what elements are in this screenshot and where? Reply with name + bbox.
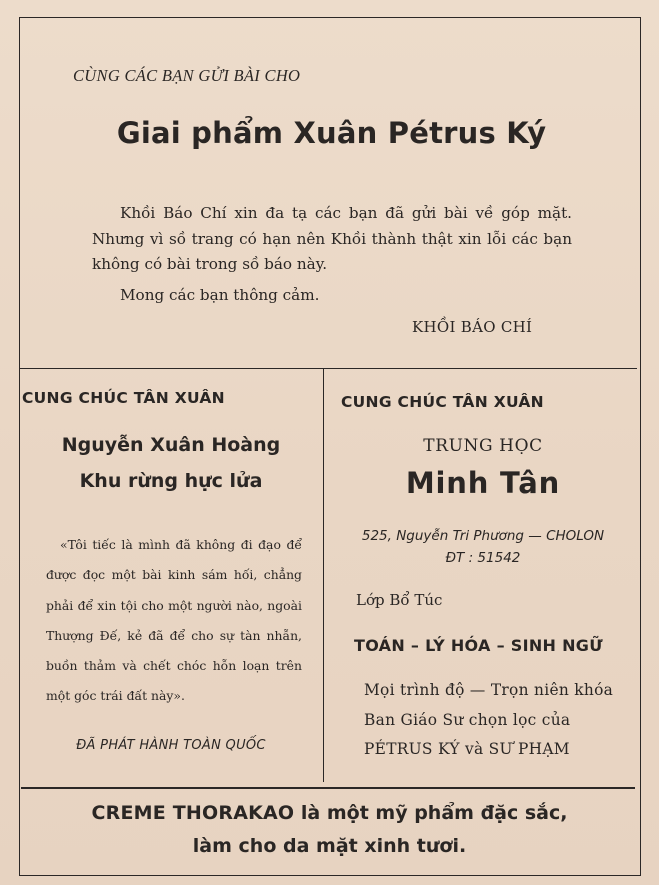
cosmetic-ad-line-1 — [0, 802, 659, 824]
book-quote-text: «Tôi tiếc là mình đã không đi đạo để được đọc một bài kinh sám hối, chẳng phải để xin tội cho một người nào, ngoài Thượng Đế, kẻ đã để cho sự tàn nhẫn, buồn thảm và chết chóc hỗn loạn trên một góc trái đất này». — [46, 537, 302, 704]
school-address: 525, Nguyễn Tri Phương — CHOLON — [361, 528, 605, 544]
notice-paragraph: Khồi Báo Chí xin đa tạ các bạn đã gửi bài về góp mặt. Nhưng vì sồ trang có hạn nên Khồi thành thật xin lỗi các bạn không có bài trong sồ báo này. — [92, 204, 572, 273]
cosmetic-ad-line-2: làm cho da mặt xinh tươi. — [192, 835, 467, 857]
notice-title-text: Giai phẩm Xuân Pétrus Ký — [116, 116, 547, 150]
notice-closing: Mong các bạn thông cảm. — [120, 286, 320, 304]
notice-kicker: CÙNG CÁC BẠN GỬI BÀI CHO — [73, 66, 301, 85]
school-subjects: TOÁN – LÝ HÓA – SINH NGỮ — [354, 636, 603, 655]
divider-bottom-section — [21, 787, 635, 789]
school-phone: ĐT : 51542 — [445, 550, 521, 566]
divider-columns — [323, 368, 324, 782]
divider-top-section — [19, 368, 637, 369]
book-ad-kicker: CUNG CHÚC TÂN XUÂN — [22, 389, 225, 407]
school-line-teachers: Ban Giáo Sư chọn lọc của — [364, 711, 571, 729]
school-ad-kicker: CUNG CHÚC TÂN XUÂN — [341, 393, 544, 411]
book-title: Khu rừng hực lửa — [79, 470, 263, 492]
cosmetic-ad-line-1-text: là một mỹ phẩm đặc sắc, — [294, 802, 568, 824]
notice-title — [0, 116, 659, 150]
school-line-origins: PÉTRUS KÝ và SƯ PHẠM — [364, 740, 570, 758]
book-quote — [46, 530, 302, 712]
school-line-levels: Mọi trình độ — Trọn niên khóa — [364, 681, 614, 699]
cosmetic-brand: CREME THORAKAO — [91, 802, 295, 824]
notice-signature: KHỒI BÁO CHÍ — [412, 318, 533, 336]
book-author: Nguyễn Xuân Hoàng — [61, 434, 281, 456]
school-type: TRUNG HỌC — [423, 436, 543, 456]
school-name: Minh Tân — [405, 466, 561, 500]
book-release-note: ĐÃ PHÁT HÀNH TOÀN QUỐC — [76, 738, 266, 753]
school-class-label: Lớp Bổ Túc — [356, 591, 443, 609]
